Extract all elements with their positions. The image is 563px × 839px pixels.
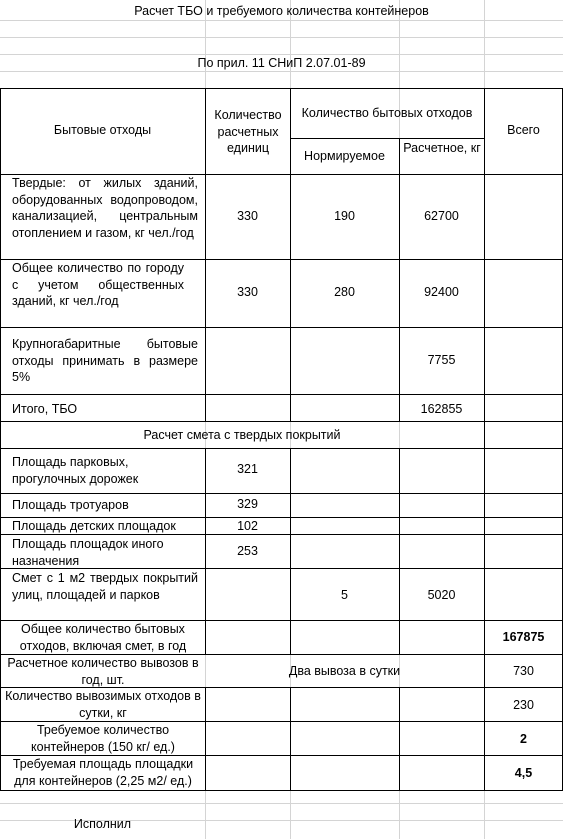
- row-containers-value: 2: [520, 732, 527, 746]
- row-containers-label: Требуемое количество контейнеров (150 кг/ ед.): [31, 723, 175, 754]
- row-sidewalks-units: 329: [237, 497, 258, 511]
- row-sweep-norm: 5: [341, 588, 348, 602]
- row-solid-residential-units: 330: [237, 209, 258, 223]
- row-park-paths-units: 321: [237, 462, 258, 476]
- row-city-total-units: 330: [237, 285, 258, 299]
- row-sweep-label: Смет с 1 м2 твердых покрытий улиц, площадей и парков: [12, 571, 198, 602]
- row-grand-total-value: 167875: [502, 630, 545, 644]
- row-container-area-label: Требуемая площадь площадки для контейнеров (2,25 м2/ ед.): [12, 757, 194, 788]
- row-playgrounds-units: 102: [237, 519, 258, 533]
- row-bulky-label: Крупногабаритные бытовые отходы принимать в размере 5%: [12, 337, 198, 384]
- section-sweep-title: Расчет смета с твердых покрытий: [143, 428, 341, 442]
- row-city-total-norm: 280: [334, 285, 355, 299]
- header-total: Всего: [507, 123, 540, 137]
- subtitle: По прил. 11 СНиП 2.07.01-89: [197, 56, 366, 70]
- row-solid-residential-label: Твердые: от жилых зданий, оборудованных водопроводом, канализацией, центральным отоплением и газом, кг чел./год: [12, 176, 198, 240]
- header-norm: Нормируемое: [304, 149, 385, 163]
- row-sidewalks-label: Площадь тротуаров: [12, 498, 129, 512]
- header-group: Количество бытовых отходов: [301, 106, 473, 120]
- row-park-paths-label: Площадь парковых, прогулочных дорожек: [12, 455, 139, 486]
- header-units: Количество расчетных единиц: [214, 108, 282, 155]
- row-total-tbo-label: Итого, ТБО: [12, 402, 78, 416]
- row-total-tbo-calc: 162855: [420, 402, 463, 416]
- row-other-areas-label: Площадь площадок иного назначения: [12, 537, 164, 568]
- row-playgrounds-label: Площадь детских площадок: [12, 519, 176, 533]
- row-daily-label: Количество вывозимых отходов в сутки, кг: [5, 689, 201, 720]
- row-container-area-value: 4,5: [514, 766, 533, 780]
- row-removals-label: Расчетное количество вывозов в год, шт.: [7, 656, 199, 687]
- row-bulky-calc: 7755: [427, 353, 456, 367]
- row-daily-value: 230: [513, 698, 534, 712]
- row-solid-residential-norm: 190: [334, 209, 355, 223]
- row-city-total-label: Общее количество по городу с учетом общественных зданий, кг чел./год: [12, 261, 184, 308]
- row-grand-total-label: Общее количество бытовых отходов, включая смет, в год: [19, 622, 187, 653]
- row-sweep-calc: 5020: [427, 588, 456, 602]
- header-calc: Расчетное, кг: [403, 141, 481, 155]
- footer-signature-label: Исполнил: [73, 817, 132, 831]
- title: Расчет ТБО и требуемого количества контейнеров: [134, 4, 429, 18]
- row-removals-note: Два вывоза в сутки: [288, 664, 401, 678]
- row-city-total-calc: 92400: [424, 285, 459, 299]
- row-solid-residential-calc: 62700: [424, 209, 459, 223]
- row-other-areas-units: 253: [237, 544, 258, 558]
- row-removals-value: 730: [513, 664, 534, 678]
- header-waste: Бытовые отходы: [53, 123, 152, 137]
